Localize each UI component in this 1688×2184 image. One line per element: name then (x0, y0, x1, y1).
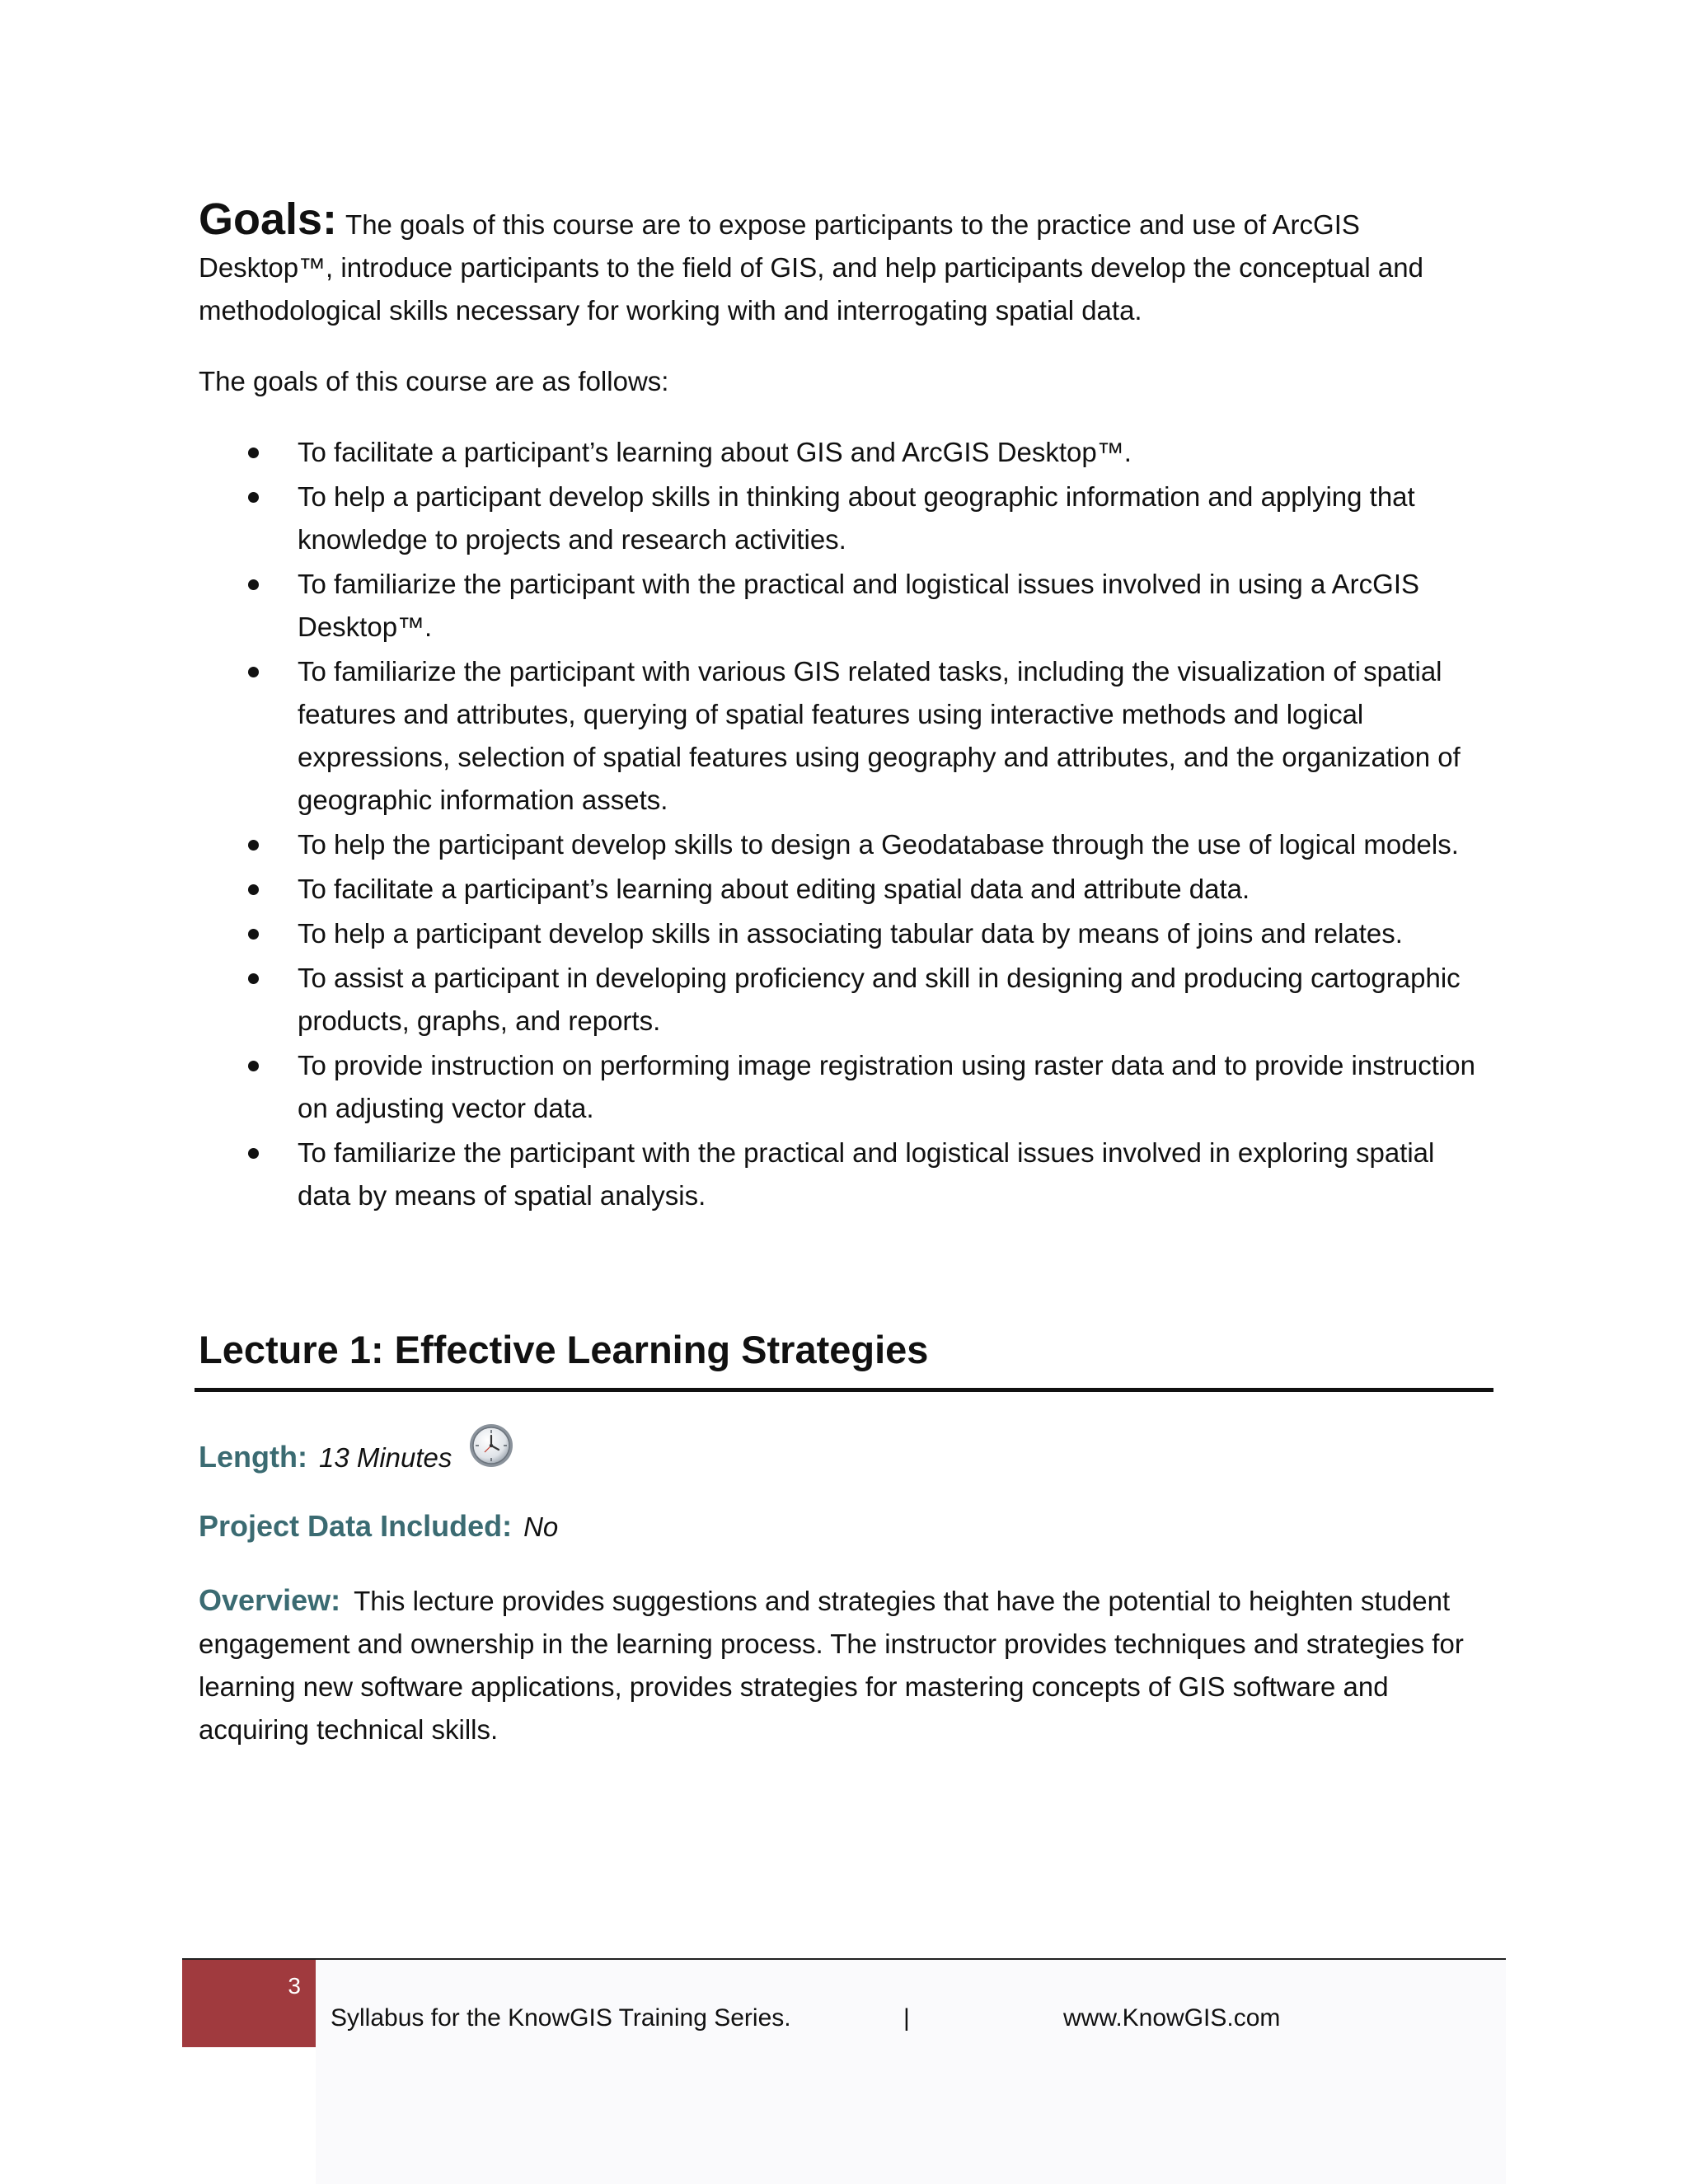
page-number-box (182, 1960, 316, 2047)
bullet-icon (248, 448, 259, 458)
list-item: To familiarize the participant with the practical and logistical issues involved in using a ArcGIS Desktop™. (199, 563, 1493, 649)
list-item: To facilitate a participant’s learning about editing spatial data and attribute data. (199, 868, 1493, 911)
bullet-icon (248, 1148, 259, 1159)
list-item: To familiarize the participant with the practical and logistical issues involved in exploring spatial data by means of spatial analysis. (199, 1132, 1493, 1217)
goals-label: Goals: (199, 194, 338, 244)
list-item: To familiarize the participant with various GIS related tasks, including the visualization of spatial features and attributes, querying of spatial features using interactive methods and logical expressions, selection of spatial features using geography and attributes, and the organization of geographic information assets. (199, 650, 1493, 822)
overview-label: Overview: (199, 1583, 341, 1617)
footer-divider (182, 1958, 1506, 1960)
goals-paragraph (199, 194, 1493, 332)
goals-section (199, 194, 1493, 1219)
length-line (199, 1431, 514, 1489)
list-item: To help a participant develop skills in thinking about geographic information and applying that knowledge to projects and research activities. (199, 476, 1493, 561)
bullet-icon (248, 840, 259, 851)
footer-url[interactable]: www.KnowGIS.com (1063, 2004, 1281, 2032)
page-number: 3 (288, 1973, 301, 1999)
bullet-icon (248, 579, 259, 590)
bullet-icon (248, 929, 259, 940)
overview-text: This lecture provides suggestions and strategies that have the potential to heighten student engagement and ownership in the learning process. The instructor provides techniques and strategies for learning new software applications, provides strategies for mastering concepts of GIS software and acquiring technical skills. (199, 1586, 1464, 1745)
goals-list-intro: The goals of this course are as follows: (199, 366, 669, 396)
list-item: To help a participant develop skills in associating tabular data by means of joins and relates. (199, 912, 1493, 955)
bullet-icon (248, 1061, 259, 1071)
lecture-title: Lecture 1: Effective Learning Strategies (199, 1328, 929, 1371)
clock-icon (468, 1422, 514, 1481)
footer-separator: | (903, 2004, 910, 2032)
list-item: To help the participant develop skills to design a Geodatabase through the use of logical models. (199, 823, 1493, 866)
heading-divider (195, 1388, 1493, 1392)
length-label: Length: (199, 1440, 307, 1474)
goals-intro-text: The goals of this course are to expose participants to the practice and use of ArcGIS Desktop™, introduce participants to the field of GIS, and help participants develop the conceptual and methodological skills necessary for working with and interrogating spatial data. (199, 209, 1423, 326)
project-data-line (199, 1505, 558, 1549)
list-item: To facilitate a participant’s learning about GIS and ArcGIS Desktop™. (199, 431, 1493, 474)
overview-paragraph (199, 1579, 1493, 1751)
footer-background (316, 1960, 1506, 2184)
list-item: To provide instruction on performing image registration using raster data and to provide instruction on adjusting vector data. (199, 1044, 1493, 1130)
project-data-label: Project Data Included: (199, 1509, 513, 1543)
bullet-icon (248, 973, 259, 984)
bullet-icon (248, 492, 259, 503)
goals-list (199, 431, 1493, 1217)
list-item: To assist a participant in developing proficiency and skill in designing and producing cartographic products, graphs, and reports. (199, 957, 1493, 1043)
project-data-value: No (523, 1511, 559, 1542)
length-value: 13 Minutes (318, 1442, 452, 1474)
footer-title: Syllabus for the KnowGIS Training Series. (331, 2004, 791, 2032)
bullet-icon (248, 884, 259, 895)
bullet-icon (248, 667, 259, 677)
